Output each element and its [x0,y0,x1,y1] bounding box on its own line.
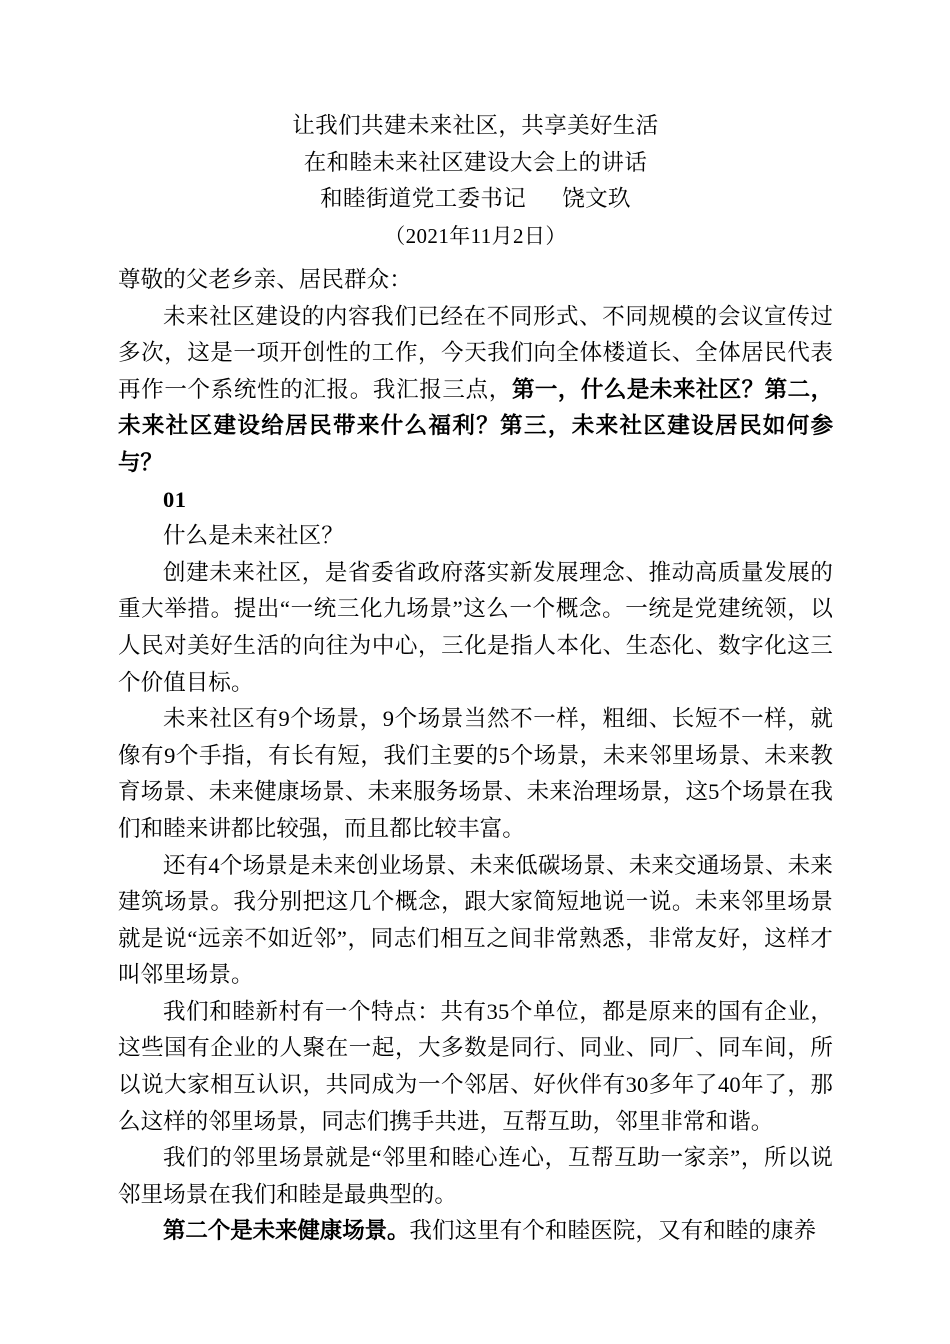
document-byline [118,181,833,218]
paragraph-4-run-1: 创建未来社区，是省委省政府落实新发展理念、推动高质量发展的重大举措。提出“一统三化九场景”这么一个概念。一统是党建统领，以人民对美好生活的向往为中心，三化是指人本化、生态化、数字化这三个价值目标。 [118,559,833,695]
paragraph-9 [118,1213,833,1250]
title-block [118,108,833,254]
paragraph-4 [118,555,833,701]
paragraph-9-run-1-bold: 第二个是未来健康场景。 [163,1218,410,1245]
paragraph-1-run-1: 未来社区建设的内容我们已经在不同形式、不同规模的会议宣传过多次，这是一项开创性的工作，今天我们向全体楼道长、全体居民代表再作一个系统性的汇报。我汇报三点， [118,303,833,402]
paragraph-9-run-2: 我们这里有个和睦医院，又有和睦的康养 [409,1218,817,1244]
document-title-subtitle: 在和睦未来社区建设大会上的讲话 [303,149,648,175]
paragraph-5 [118,701,833,847]
paragraph-1-run-2-bold: 第一，什么是未来社区？第二，未来社区建设给居民带来什么福利？第三，未来社区建设居民如何参与？ [118,376,834,476]
document-date: （2021年11月2日） [384,223,567,248]
salutation-line: 尊敬的父老乡亲、居民群众： [118,267,412,292]
paragraph-8-run-1: 我们的邻里场景就是“邻里和睦心连心，互帮互助一家亲”，所以说邻里场景在我们和睦是最典型的。 [118,1145,833,1207]
paragraph-7 [118,994,833,1140]
section-number-01-label: 01 [163,486,187,512]
paragraph-8 [118,1140,833,1213]
document-body [118,262,833,1250]
paragraph-1 [118,299,833,482]
paragraph-6 [118,848,833,994]
paragraph-3-run-1: 什么是未来社区？ [163,523,344,549]
document-title-main: 让我们共建未来社区，共享美好生活 [292,113,659,138]
paragraph-6-run-1: 还有4个场景是未来创业场景、未来低碳场景、未来交通场景、未来建筑场景。我分别把这几个概念，跟大家简短地说一说。未来邻里场景就是说“远亲不如近邻”，同志们相互之间非常熟悉，非常友好，这样才叫邻里场景。 [118,852,833,988]
paragraph-3 [118,518,833,555]
paragraph-7-run-1: 我们和睦新村有一个特点：共有35个单位，都是原来的国有企业，这些国有企业的人聚在一起，大多数是同行、同业、同厂、同车间，所以说大家相互认识，共同成为一个邻居、好伙伴有30多年了40年了，那么这样的邻里场景，同志们携手共进，互帮互助，邻里非常和谐。 [118,998,833,1134]
section-number-01 [118,482,833,519]
paragraph-5-run-1: 未来社区有9个场景，9个场景当然不一样，粗细、长短不一样，就像有9个手指，有长有短，我们主要的5个场景，未来邻里场景、未来教育场景、未来健康场景、未来服务场景、未来治理场景，这5个场景在我们和睦来讲都比较强，而且都比较丰富。 [118,706,833,841]
byline-name: 饶文玖 [562,186,631,211]
byline-role: 和睦街道党工委书记 [320,186,527,211]
